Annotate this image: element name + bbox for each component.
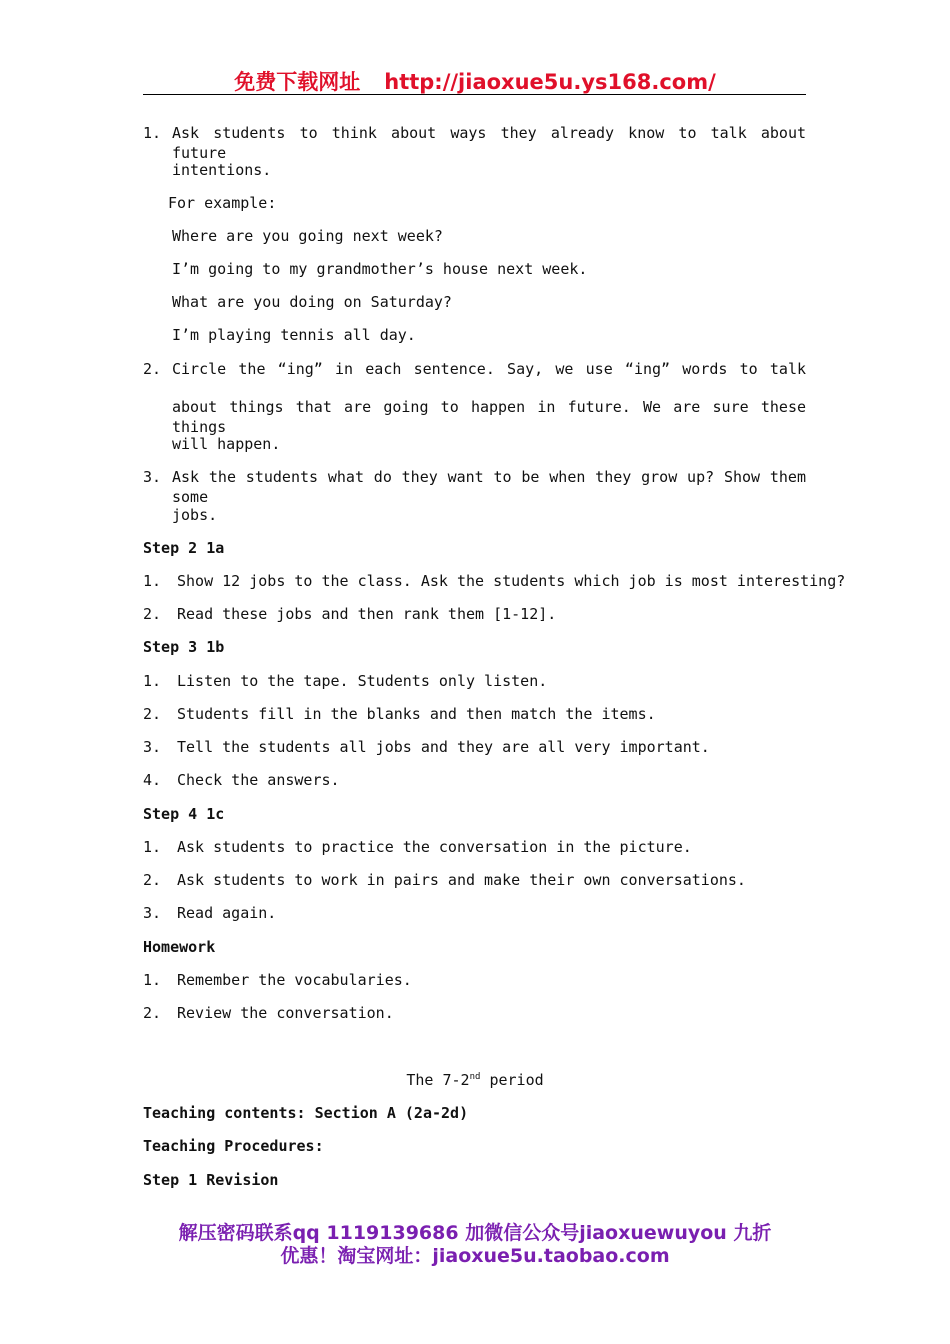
step3-item-1-text: Listen to the tape. Students only listen.: [177, 672, 548, 690]
example-line-1: Where are you going next week?: [172, 227, 443, 245]
teaching-contents: Teaching contents: Section A (2a-2d): [143, 1104, 469, 1122]
step4-heading: Step 4 1c: [143, 805, 225, 823]
intro-item-1-line1: Ask students to think about ways they already know to talk about future: [172, 124, 806, 162]
period-ordinal-suffix: nd: [469, 1072, 481, 1082]
header-label: 免费下载网址: [234, 70, 361, 94]
step3-item-2-number: 2.: [143, 705, 162, 723]
intro-item-1-number: 1.: [143, 124, 162, 142]
intro-item-2-number: 2.: [143, 360, 162, 378]
page-header: [0, 66, 950, 96]
homework-item-2-number: 2.: [143, 1004, 162, 1022]
step4-item-1-text: Ask students to practice the conversation in the picture.: [177, 838, 692, 856]
step2-item-1-text: Show 12 jobs to the class. Ask the students which job is most interesting?: [177, 572, 846, 590]
teaching-procedures: Teaching Procedures:: [143, 1137, 324, 1155]
step2-heading: Step 2 1a: [143, 539, 225, 557]
footer-line-2: 优惠！淘宝网址：jiaoxue5u.taobao.com: [280, 1245, 670, 1267]
step4-item-3-number: 3.: [143, 904, 162, 922]
period-prefix: The 7-2: [406, 1071, 470, 1089]
intro-item-1-line2: intentions.: [172, 161, 272, 179]
example-line-4: I’m playing tennis all day.: [172, 326, 416, 344]
step3-item-3-text: Tell the students all jobs and they are all very important.: [177, 738, 710, 756]
period-title: [0, 1070, 950, 1090]
step3-item-1-number: 1.: [143, 672, 162, 690]
example-line-3: What are you doing on Saturday?: [172, 293, 452, 311]
period-suffix: period: [480, 1071, 544, 1089]
intro-item-2-line2: about things that are going to happen in future. We are sure these things: [172, 398, 806, 436]
intro-item-2-line1: Circle the “ing” in each sentence. Say, we use “ing” words to talk: [172, 360, 806, 378]
footer-line-1: 解压密码联系qq 1119139686 加微信公众号jiaoxuewuyou 九折: [178, 1222, 772, 1244]
step3-item-4-number: 4.: [143, 771, 162, 789]
step4-item-2-text: Ask students to work in pairs and make their own conversations.: [177, 871, 746, 889]
step3-item-4-text: Check the answers.: [177, 771, 340, 789]
header-divider: [143, 94, 806, 95]
example-line-2: I’m going to my grandmother’s house next week.: [172, 260, 588, 278]
intro-item-3-line2: jobs.: [172, 506, 218, 524]
homework-item-2-text: Review the conversation.: [177, 1004, 394, 1022]
homework-heading: Homework: [143, 938, 216, 956]
homework-item-1-number: 1.: [143, 971, 162, 989]
step4-item-2-number: 2.: [143, 871, 162, 889]
step4-item-1-number: 1.: [143, 838, 162, 856]
intro-item-3-number: 3.: [143, 468, 162, 486]
step1-revision-heading: Step 1 Revision: [143, 1171, 279, 1189]
step2-item-2-number: 2.: [143, 605, 162, 623]
step2-item-1-number: 1.: [143, 572, 162, 590]
intro-item-2-line3: will happen.: [172, 435, 281, 453]
step3-heading: Step 3 1b: [143, 638, 225, 656]
step3-item-3-number: 3.: [143, 738, 162, 756]
header-url-link[interactable]: http://jiaoxue5u.ys168.com/: [384, 70, 716, 94]
example-label: For example:: [168, 194, 277, 212]
intro-item-3-line1: Ask the students what do they want to be when they grow up? Show them some: [172, 468, 806, 506]
step4-item-3-text: Read again.: [177, 904, 277, 922]
step2-item-2-text: Read these jobs and then rank them [1-12].: [177, 605, 557, 623]
homework-item-1-text: Remember the vocabularies.: [177, 971, 412, 989]
step3-item-2-text: Students fill in the blanks and then match the items.: [177, 705, 656, 723]
